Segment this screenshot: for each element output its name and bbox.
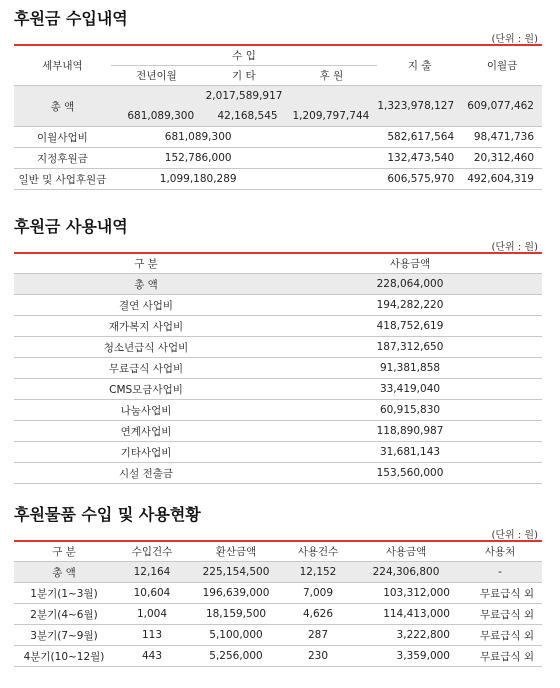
section1-title: 후원금 수입내역 (14, 9, 128, 28)
total-expense: 1,323,978,127 (377, 86, 462, 127)
income-total: 2,017,589,917 (205, 90, 283, 102)
table-row: 시설 전출금 153,560,000 (14, 463, 542, 484)
header-use-amount: 사용금액 (354, 541, 458, 562)
table-row: 일반 및 사업후원금 1,099,180,289 606,575,970 492,604,319 (14, 169, 542, 190)
usage-table (14, 252, 542, 484)
total-row: 총 액 228,064,000 (14, 274, 542, 295)
table-row: 재가복지 사업비 418,752,619 (14, 316, 542, 337)
section2-unit: (단위 : 원) (491, 242, 538, 253)
header-category: 구 분 (14, 253, 278, 274)
table-row: 1분기(1~3월) 10,604 196,639,000 7,009 103,312,000 무료급식 외 (14, 583, 542, 604)
table-row: 연계사업비 118,890,987 (14, 421, 542, 442)
table-row: 기타사업비 31,681,143 (14, 442, 542, 463)
table-row: 2분기(4~6월) 1,004 18,159,500 4,626 114,413,000 무료급식 외 (14, 604, 542, 625)
total-label: 총 액 (14, 86, 111, 127)
table-row: 결연 사업비 194,282,220 (14, 295, 542, 316)
table-row: 무료급식 사업비 91,381,858 (14, 358, 542, 379)
total-carryover: 609,077,462 (462, 86, 542, 127)
table-row: 나눔사업비 60,915,830 (14, 400, 542, 421)
section3-title: 후원물품 수입 및 사용현황 (14, 505, 201, 524)
section2-title: 후원금 사용내역 (14, 217, 128, 236)
header-expense: 지 출 (377, 45, 462, 86)
header-converted: 환산금액 (190, 541, 282, 562)
table-row: 청소년급식 사업비 187,312,650 (14, 337, 542, 358)
header-prev-month: 전년이월 (111, 66, 202, 86)
income-table (14, 44, 542, 190)
total-donation: 1,209,797,744 (286, 106, 378, 127)
header-detail: 세부내역 (14, 45, 111, 86)
header-category: 구 분 (14, 541, 114, 562)
section1-unit: (단위 : 원) (491, 34, 538, 45)
total-prev-month: 681,089,300 (111, 106, 202, 127)
table-row: CMS모금사업비 33,419,040 (14, 379, 542, 400)
section3-unit: (단위 : 원) (491, 530, 538, 541)
header-place: 사용처 (458, 541, 542, 562)
total-other: 42,168,545 (202, 106, 285, 127)
header-use-count: 사용건수 (282, 541, 354, 562)
total-row: 총 액 12,164 225,154,500 12,152 224,306,800 - (14, 562, 542, 583)
header-income: 수 입 (111, 45, 378, 66)
table-row: 4분기(10~12월) 443 5,256,000 230 3,359,000 무료급식 외 (14, 646, 542, 667)
header-donation: 후 원 (286, 66, 378, 86)
header-other: 기 타 (202, 66, 285, 86)
goods-table (14, 540, 542, 667)
header-carryover: 이월금 (462, 45, 542, 86)
header-in-count: 수입건수 (114, 541, 190, 562)
table-row: 지정후원금 152,786,000 132,473,540 20,312,460 (14, 148, 542, 169)
table-row: 이월사업비 681,089,300 582,617,564 98,471,736 (14, 127, 542, 148)
table-row: 3분기(7~9월) 113 5,100,000 287 3,222,800 무료급식 외 (14, 625, 542, 646)
header-amount: 사용금액 (278, 253, 542, 274)
